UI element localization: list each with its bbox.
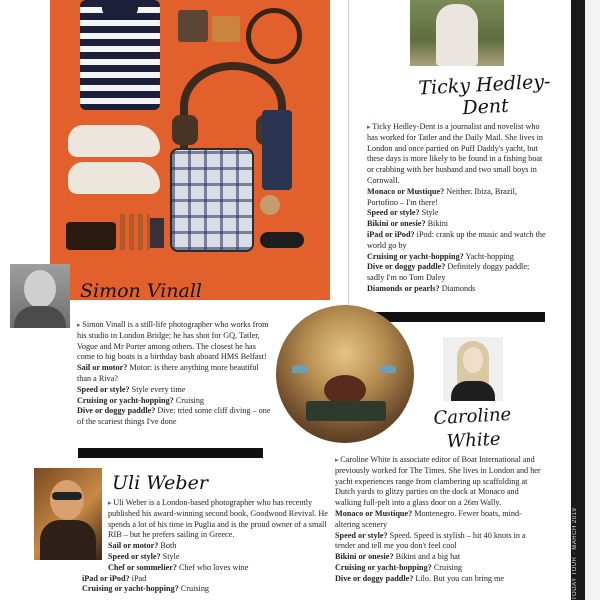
headphone-cup-left <box>172 115 198 145</box>
checked-bag-shape <box>170 148 254 252</box>
qa-item: Cruising or yacht-hopping? Cruising <box>82 584 210 594</box>
cardholder-shape <box>212 16 240 42</box>
bio-simon <box>77 320 272 428</box>
bio-intro: ▸ Uli Weber is a London-based photographer who has recently published his award-winning second book, Goodwood Revival. He spends a lot of his time in Puglia and is the proud owner of a small RIB – but he prefers sailing in Greece. <box>108 498 328 540</box>
qa-item: Cruising or yacht-hopping? Cruising <box>77 395 205 405</box>
portrait-head <box>24 270 56 308</box>
fragrance-bottle-shape <box>66 222 116 250</box>
shirt-collar-shape <box>102 0 138 18</box>
bullet-icon: ▸ <box>335 456 341 464</box>
portrait-simon <box>10 264 70 328</box>
belt-shape <box>246 8 302 64</box>
interior-circle-photo <box>276 305 414 443</box>
portrait-caroline <box>443 337 503 401</box>
qa-item: Dive or doggy paddle? Dive: tried some cliff diving – one of the scariest things I've done <box>77 406 271 427</box>
watch-strap-shape <box>262 110 292 190</box>
signature-uli: Uli Weber <box>112 472 208 494</box>
portrait-ticky <box>410 0 504 66</box>
qa-item: Chef or sommelier? Chef who loves wine <box>108 562 249 572</box>
column-divider <box>348 0 349 305</box>
qa-item: Monaco or Mustique? Neither. Ibiza, Brazil, Portofino – I'm there! <box>367 186 517 207</box>
portrait-uli <box>34 468 102 560</box>
qa-item: Monaco or Mustique? Montenegro. Fewer boats, mind-altering scenery <box>335 508 522 529</box>
vials-shape <box>120 214 150 250</box>
sunglasses-icon <box>52 492 82 500</box>
small-box-shape <box>150 218 164 248</box>
bio-ticky <box>367 122 547 295</box>
wallet-shape <box>178 10 208 42</box>
sidebar-text: TODAY TOUR · MARCH 2019 <box>572 507 578 600</box>
still-life-photo <box>50 0 330 300</box>
qa-item: Diamonds or pearls? Diamonds <box>367 283 476 293</box>
qa-item: Sail or motor? Motor: is there anything more beautiful than a Riva? <box>77 363 259 383</box>
signature-caroline: Caroline White <box>432 403 512 453</box>
qa-item: Cruising or yacht-hopping? Yacht-hopping <box>367 251 514 261</box>
signature-ticky: Ticky Hedley-Dent <box>417 70 551 120</box>
portrait-head <box>50 480 84 520</box>
signature-simon: Simon Vinall <box>80 280 203 302</box>
qa-item: Bikini or onesie? Bikini <box>367 219 449 229</box>
qa-item: iPad or iPod? iPod: crank up the music and watch the world go by <box>367 229 546 250</box>
bio-intro: ▸ Caroline White is associate editor of Boat International and previously worked for The Times. She lives in London and her yacht experiences range from clambering up scaffolding at Dutch yards to glitzy parties on the dock at Monaco and walking full-pelt into a glass door on a 26m Wally. <box>335 455 541 508</box>
qa-item: Speed or style? Style every time <box>77 384 186 394</box>
qa-item: Dive or doggy paddle? Lilo. But you can bring me <box>335 573 505 583</box>
qa-item: Bikini or onesie? Bikini and a big hat <box>335 552 461 562</box>
bullet-icon: ▸ <box>108 499 114 507</box>
sneaker-shape <box>68 125 160 157</box>
portrait-face <box>463 347 483 373</box>
qa-item: Cruising or yacht-hopping? Cruising <box>335 562 463 572</box>
lamp-shape <box>380 365 396 373</box>
shaving-brush-shape <box>260 195 280 215</box>
qa-item: Speed or style? Speed. Speed is stylish – hit 40 knots in a tender and tell me you don't feel cool <box>335 530 526 551</box>
qa-item: Speed or style? Style <box>108 551 180 561</box>
sunglasses-shape <box>260 232 304 248</box>
bio-caroline <box>335 455 545 585</box>
portrait-body <box>14 306 66 328</box>
bio-uli <box>82 498 333 595</box>
bullet-icon: ▸ <box>367 123 373 131</box>
portrait-figure <box>436 4 478 66</box>
portrait-body <box>40 520 96 560</box>
portrait-body <box>451 381 495 401</box>
bullet-icon: ▸ <box>77 321 83 329</box>
table-shape <box>306 401 386 421</box>
bio-intro: ▸ Ticky Hedley-Dent is a journalist and novelist who has worked for Tatler and the Daily Mail. She lives in London and once partied on Puff Daddy's yacht, but these days is more likely to be found in a fishing boat or crabbing with her husband and two small boys in Cornwall. <box>367 122 543 185</box>
lamp-shape <box>292 365 308 373</box>
qa-item: iPad or iPod? iPad <box>82 573 147 583</box>
bio-intro: ▸ Simon Vinall is a still-life photographer who works from his studio in London Bridge; he has shot for GQ, Tatler, Vogue and Mr Porter among others. The closest he has come to big boats is a birthday bash aboard HMS Belfast! <box>77 320 269 362</box>
sneaker-shape <box>68 162 160 194</box>
qa-item: Sail or motor? Both <box>108 541 177 551</box>
page-edge <box>585 0 600 600</box>
divider-bar-left <box>78 448 263 458</box>
qa-item: Speed or style? Style <box>367 208 439 218</box>
qa-item: Dive or doggy paddle? Definitely doggy paddle; sadly I'm no Tom Daley <box>367 262 530 283</box>
